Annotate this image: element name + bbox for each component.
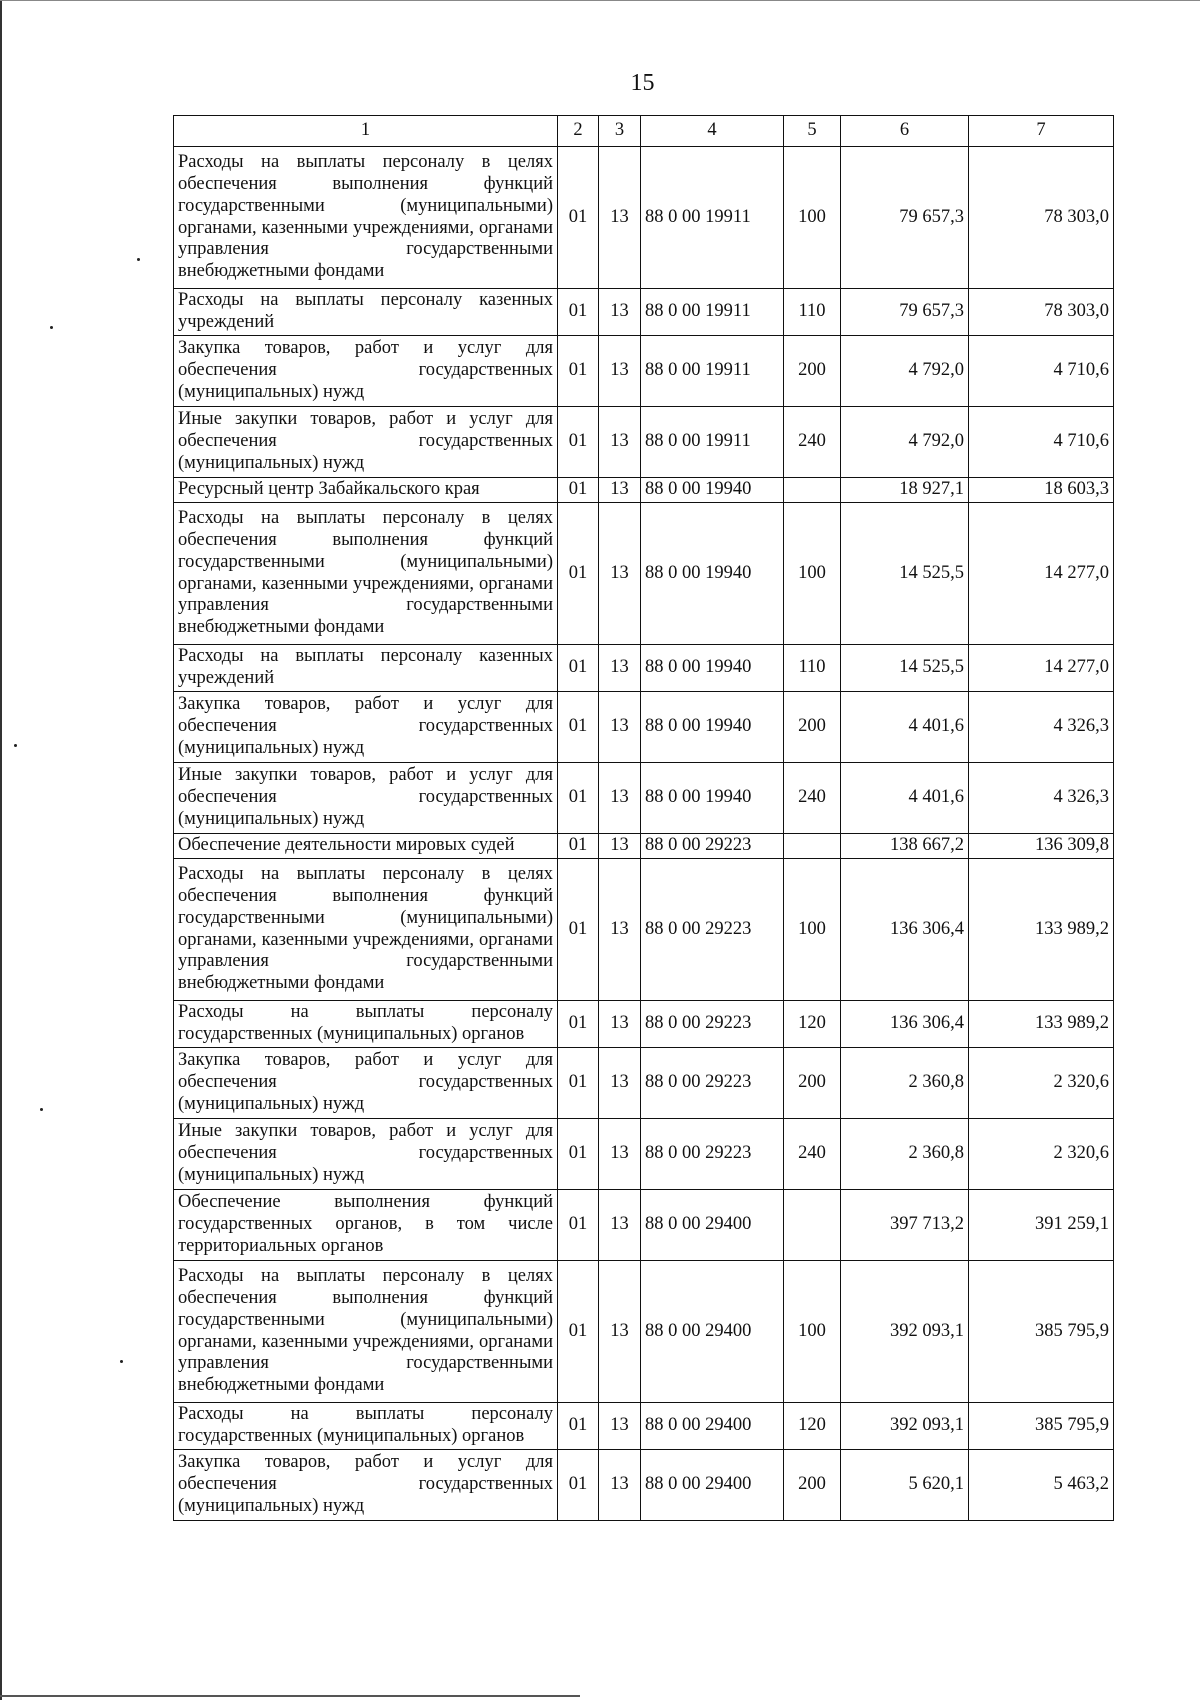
expense-type-code: 100 [784, 147, 841, 289]
budget-table [173, 115, 1114, 1521]
amount-year-2: 4 710,6 [969, 407, 1114, 478]
subsection-code: 13 [599, 645, 641, 692]
target-article-code: 88 0 00 29400 [641, 1190, 784, 1261]
amount-year-2: 133 989,2 [969, 1001, 1114, 1048]
section-code: 01 [558, 407, 599, 478]
subsection-code: 13 [599, 859, 641, 1001]
target-article-code: 88 0 00 19940 [641, 645, 784, 692]
target-article-code: 88 0 00 29223 [641, 834, 784, 859]
amount-year-1: 18 927,1 [841, 478, 969, 503]
amount-year-2: 2 320,6 [969, 1119, 1114, 1190]
column-header: 3 [599, 116, 641, 147]
page-number: 15 [630, 70, 655, 96]
target-article-code: 88 0 00 29400 [641, 1450, 784, 1521]
amount-year-1: 138 667,2 [841, 834, 969, 859]
table-row [174, 1403, 1114, 1450]
amount-year-2: 5 463,2 [969, 1450, 1114, 1521]
row-description: Обеспечение выполнения функций государственных органов, в том числе территориальных органов [174, 1190, 558, 1261]
amount-year-1: 14 525,5 [841, 503, 969, 645]
table-row [174, 289, 1114, 336]
section-code: 01 [558, 645, 599, 692]
section-code: 01 [558, 1048, 599, 1119]
target-article-code: 88 0 00 29223 [641, 859, 784, 1001]
expense-type-code: 240 [784, 407, 841, 478]
amount-year-2: 78 303,0 [969, 289, 1114, 336]
row-description: Обеспечение деятельности мировых судей [174, 834, 558, 859]
section-code: 01 [558, 336, 599, 407]
header-row [174, 116, 1114, 147]
target-article-code: 88 0 00 29223 [641, 1001, 784, 1048]
target-article-code: 88 0 00 19940 [641, 763, 784, 834]
row-description: Расходы на выплаты персоналу государственных (муниципальных) органов [174, 1403, 558, 1450]
amount-year-2: 4 326,3 [969, 763, 1114, 834]
expense-type-code: 100 [784, 503, 841, 645]
target-article-code: 88 0 00 19911 [641, 336, 784, 407]
scan-edge-left [0, 0, 2, 1700]
target-article-code: 88 0 00 19940 [641, 692, 784, 763]
table-row [174, 503, 1114, 645]
target-article-code: 88 0 00 29400 [641, 1261, 784, 1403]
amount-year-2: 136 309,8 [969, 834, 1114, 859]
section-code: 01 [558, 692, 599, 763]
scan-speck [50, 326, 53, 329]
section-code: 01 [558, 503, 599, 645]
amount-year-2: 133 989,2 [969, 859, 1114, 1001]
expense-type-code: 120 [784, 1001, 841, 1048]
table-row [174, 336, 1114, 407]
scan-speck [137, 258, 140, 261]
amount-year-1: 4 401,6 [841, 763, 969, 834]
amount-year-2: 4 710,6 [969, 336, 1114, 407]
target-article-code: 88 0 00 19911 [641, 289, 784, 336]
subsection-code: 13 [599, 478, 641, 503]
column-header: 1 [174, 116, 558, 147]
expense-type-code [784, 1190, 841, 1261]
table-row [174, 1001, 1114, 1048]
amount-year-1: 5 620,1 [841, 1450, 969, 1521]
amount-year-2: 385 795,9 [969, 1261, 1114, 1403]
table-row [174, 859, 1114, 1001]
amount-year-1: 79 657,3 [841, 289, 969, 336]
row-description: Закупка товаров, работ и услуг для обеспечения государственных (муниципальных) нужд [174, 336, 558, 407]
row-description: Расходы на выплаты персоналу в целях обеспечения выполнения функций государственными (муниципальными) органами, казенными учреждениями, органами управления государственными внебюджетными фондами [174, 147, 558, 289]
subsection-code: 13 [599, 1048, 641, 1119]
table-row [174, 1190, 1114, 1261]
expense-type-code: 200 [784, 336, 841, 407]
column-header: 6 [841, 116, 969, 147]
expense-type-code: 110 [784, 645, 841, 692]
table-row [174, 147, 1114, 289]
target-article-code: 88 0 00 19911 [641, 407, 784, 478]
table-row [174, 645, 1114, 692]
amount-year-1: 79 657,3 [841, 147, 969, 289]
scan-speck [14, 744, 17, 747]
subsection-code: 13 [599, 1190, 641, 1261]
section-code: 01 [558, 1450, 599, 1521]
section-code: 01 [558, 1001, 599, 1048]
subsection-code: 13 [599, 1261, 641, 1403]
row-description: Расходы на выплаты персоналу казенных учреждений [174, 289, 558, 336]
column-header: 7 [969, 116, 1114, 147]
subsection-code: 13 [599, 763, 641, 834]
amount-year-1: 136 306,4 [841, 859, 969, 1001]
row-description: Расходы на выплаты персоналу в целях обеспечения выполнения функций государственными (муниципальными) органами, казенными учреждениями, органами управления государственными внебюджетными фондами [174, 859, 558, 1001]
row-description: Иные закупки товаров, работ и услуг для обеспечения государственных (муниципальных) нужд [174, 407, 558, 478]
section-code: 01 [558, 834, 599, 859]
amount-year-1: 14 525,5 [841, 645, 969, 692]
amount-year-1: 4 792,0 [841, 336, 969, 407]
table-row [174, 834, 1114, 859]
amount-year-2: 2 320,6 [969, 1048, 1114, 1119]
expense-type-code [784, 478, 841, 503]
amount-year-1: 4 401,6 [841, 692, 969, 763]
column-header: 4 [641, 116, 784, 147]
target-article-code: 88 0 00 29223 [641, 1048, 784, 1119]
table-row [174, 1048, 1114, 1119]
amount-year-1: 2 360,8 [841, 1119, 969, 1190]
table-row [174, 407, 1114, 478]
section-code: 01 [558, 147, 599, 289]
subsection-code: 13 [599, 407, 641, 478]
table-row [174, 692, 1114, 763]
amount-year-2: 385 795,9 [969, 1403, 1114, 1450]
section-code: 01 [558, 1119, 599, 1190]
table-row [174, 478, 1114, 503]
scan-edge-top [0, 0, 1200, 1]
amount-year-2: 18 603,3 [969, 478, 1114, 503]
subsection-code: 13 [599, 147, 641, 289]
subsection-code: 13 [599, 503, 641, 645]
column-header: 2 [558, 116, 599, 147]
expense-type-code: 200 [784, 1048, 841, 1119]
column-header: 5 [784, 116, 841, 147]
amount-year-2: 391 259,1 [969, 1190, 1114, 1261]
amount-year-2: 14 277,0 [969, 503, 1114, 645]
section-code: 01 [558, 1261, 599, 1403]
section-code: 01 [558, 478, 599, 503]
table-row [174, 1450, 1114, 1521]
table-row [174, 763, 1114, 834]
subsection-code: 13 [599, 1001, 641, 1048]
scan-speck [40, 1108, 43, 1111]
section-code: 01 [558, 1190, 599, 1261]
subsection-code: 13 [599, 1119, 641, 1190]
amount-year-1: 2 360,8 [841, 1048, 969, 1119]
target-article-code: 88 0 00 19911 [641, 147, 784, 289]
row-description: Расходы на выплаты персоналу государственных (муниципальных) органов [174, 1001, 558, 1048]
expense-type-code: 200 [784, 1450, 841, 1521]
expense-type-code: 240 [784, 1119, 841, 1190]
target-article-code: 88 0 00 19940 [641, 503, 784, 645]
target-article-code: 88 0 00 19940 [641, 478, 784, 503]
expense-type-code: 240 [784, 763, 841, 834]
target-article-code: 88 0 00 29223 [641, 1119, 784, 1190]
subsection-code: 13 [599, 336, 641, 407]
row-description: Расходы на выплаты персоналу в целях обеспечения выполнения функций государственными (муниципальными) органами, казенными учреждениями, органами управления государственными внебюджетными фондами [174, 503, 558, 645]
row-description: Закупка товаров, работ и услуг для обеспечения государственных (муниципальных) нужд [174, 692, 558, 763]
expense-type-code: 120 [784, 1403, 841, 1450]
section-code: 01 [558, 859, 599, 1001]
expense-type-code: 200 [784, 692, 841, 763]
table-row [174, 1261, 1114, 1403]
subsection-code: 13 [599, 1450, 641, 1521]
section-code: 01 [558, 763, 599, 834]
subsection-code: 13 [599, 289, 641, 336]
expense-type-code: 100 [784, 1261, 841, 1403]
amount-year-2: 14 277,0 [969, 645, 1114, 692]
subsection-code: 13 [599, 834, 641, 859]
scan-edge-bottom [0, 1695, 580, 1697]
row-description: Закупка товаров, работ и услуг для обеспечения государственных (муниципальных) нужд [174, 1450, 558, 1521]
subsection-code: 13 [599, 692, 641, 763]
target-article-code: 88 0 00 29400 [641, 1403, 784, 1450]
amount-year-1: 397 713,2 [841, 1190, 969, 1261]
row-description: Расходы на выплаты персоналу казенных учреждений [174, 645, 558, 692]
row-description: Ресурсный центр Забайкальского края [174, 478, 558, 503]
scan-speck [120, 1360, 123, 1363]
row-description: Иные закупки товаров, работ и услуг для обеспечения государственных (муниципальных) нужд [174, 1119, 558, 1190]
amount-year-1: 4 792,0 [841, 407, 969, 478]
amount-year-2: 4 326,3 [969, 692, 1114, 763]
amount-year-1: 392 093,1 [841, 1403, 969, 1450]
expense-type-code: 110 [784, 289, 841, 336]
table-row [174, 1119, 1114, 1190]
section-code: 01 [558, 289, 599, 336]
expense-type-code: 100 [784, 859, 841, 1001]
row-description: Расходы на выплаты персоналу в целях обеспечения выполнения функций государственными (муниципальными) органами, казенными учреждениями, органами управления государственными внебюджетными фондами [174, 1261, 558, 1403]
expense-type-code [784, 834, 841, 859]
section-code: 01 [558, 1403, 599, 1450]
amount-year-2: 78 303,0 [969, 147, 1114, 289]
row-description: Иные закупки товаров, работ и услуг для обеспечения государственных (муниципальных) нужд [174, 763, 558, 834]
amount-year-1: 392 093,1 [841, 1261, 969, 1403]
amount-year-1: 136 306,4 [841, 1001, 969, 1048]
row-description: Закупка товаров, работ и услуг для обеспечения государственных (муниципальных) нужд [174, 1048, 558, 1119]
subsection-code: 13 [599, 1403, 641, 1450]
